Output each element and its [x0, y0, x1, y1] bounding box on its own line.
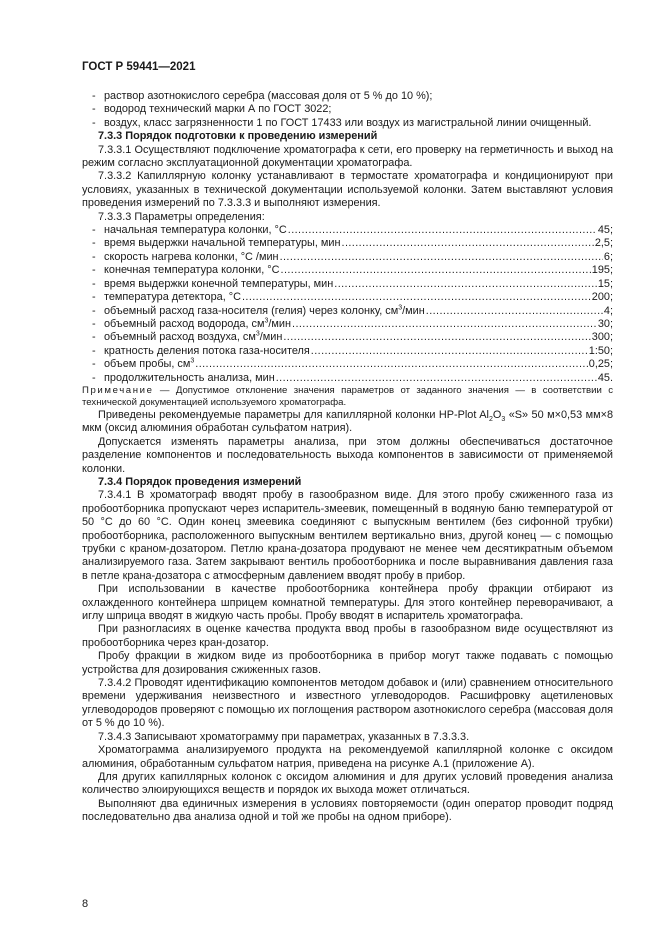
parameter-label: скорость нагрева колонки, °С /мин — [104, 250, 279, 263]
dot-leader — [281, 264, 591, 277]
column-paragraph: Приведены рекомендуемые параметры для капиллярной колонки HP-Plot $Al_2O_3$ «S» 50 м×0,53 мм×8 мкм (оксид алюминия обработан сульфатом натрия). — [82, 408, 613, 435]
parameter-row: - продолжительность анализа, мин ..... 45. — [82, 372, 613, 385]
parameter-value: 6; — [603, 250, 613, 263]
parameter-label: начальная температура колонки, °С — [104, 224, 287, 237]
parameter-row: - время выдержки начальной температуры, мин ..... 2,5; — [82, 237, 613, 250]
dot-leader — [334, 278, 597, 291]
document-body — [82, 90, 613, 825]
paragraph: Для других капиллярных колонок с оксидом алюминия и для других условий проведения анализа количество элюирующихся веществ и порядок их выхода может отличаться. — [82, 770, 613, 797]
parameter-label: объемный расход водорода, $см^3$/мин — [104, 317, 292, 330]
parameter-value: 15; — [597, 277, 613, 290]
parameter-value: 45. — [597, 371, 613, 384]
parameter-label: кратность деления потока газа-носителя — [104, 344, 310, 357]
parameter-value: 1:50; — [588, 344, 613, 357]
document-header: ГОСТ Р 59441—2021 — [82, 61, 196, 73]
parameter-label: время выдержки начальной температуры, мин — [104, 237, 341, 250]
paragraph: 7.3.4.2 Проводят идентификацию компонентов методом добавок и (или) сравнением относительного времени удерживания неизвестного и известного углеводородов. Расшифровку ацетиленовых углеводородов проверяют с помощью их поглощения раствором азотнокислого серебра (массовая доля от 5 % до 10 %). — [82, 677, 613, 730]
parameter-row: - объем пробы, $см^3$ ..... 0,25; — [82, 358, 613, 371]
dot-leader — [280, 251, 603, 264]
page-number: 8 — [82, 898, 89, 910]
list-item: - водород технический марки А по ГОСТ 3022; — [92, 103, 332, 116]
paragraph: Выполняют два единичных измерения в условиях повторяемости (один оператор проводит подряд последовательно два анализа одной и той же пробы на одном приборе). — [82, 797, 613, 824]
dot-leader — [292, 318, 597, 331]
parameter-row: - объемный расход водорода, $см^3$/мин ..... 30; — [82, 318, 613, 331]
note-text: — Допустимое отклонение значения параметров от заданного значения — в соответствии с технической документацией используемого хроматографа. — [82, 384, 613, 408]
parameter-row: - объемный расход газа-носителя (гелия) через колонку, $см^3$/мин ..... 4; — [82, 305, 613, 318]
parameter-value: 45; — [597, 224, 613, 237]
section-title-7-3-4: 7.3.4 Порядок проведения измерений — [98, 475, 302, 488]
parameter-value: 200; — [591, 291, 613, 304]
list-item: - воздух, класс загрязненности 1 по ГОСТ 17433 или воздух из магистральной линии очищенный. — [92, 116, 592, 129]
parameter-row: - начальная температура колонки, °С ..... 45; — [82, 224, 613, 237]
parameter-label: температура детектора, °С — [104, 291, 241, 304]
parameter-list — [82, 224, 613, 385]
dot-leader — [276, 372, 597, 385]
parameter-row: - температура детектора, °С ..... 200; — [82, 291, 613, 304]
dot-leader — [426, 305, 603, 318]
parameter-value: 0,25; — [588, 358, 613, 371]
parameter-value: 2,5; — [594, 237, 613, 250]
dot-leader — [288, 224, 597, 237]
dot-leader — [342, 237, 594, 250]
paragraph: При разногласиях в оценке качества продукта ввод пробы в газообразном виде осуществляют из пробоотборника через кран-дозатор. — [82, 623, 613, 649]
parameter-label: объем пробы, $см^3$ — [104, 357, 195, 371]
paragraph-7-3-3-2: 7.3.3.2 Капиллярную колонку устанавливают в термостате хроматографа и кондиционируют при условиях, указанных в технической документации используемой колонки. Затем выставляют условия проведения измерений по 7.3.3.3 и выполняют измерения. — [82, 170, 613, 210]
parameter-label: конечная температура колонки, °С — [104, 264, 280, 277]
paragraph-7-3-3-3: 7.3.3.3 Параметры определения: — [98, 210, 265, 223]
dot-leader — [283, 331, 590, 344]
list-item: - раствор азотнокислого серебра (массовая доля от 5 % до 10 %); — [92, 90, 433, 102]
parameter-value: 300; — [591, 331, 613, 344]
dot-leader — [311, 345, 588, 358]
parameter-row: - время выдержки конечной температуры, мин ..... 15; — [82, 278, 613, 291]
paragraph: При использовании в качестве пробоотборника контейнера пробу фракции отбирают из охлажденного контейнера шприцем комнатной температуры. Для этого контейнер переворачивают, а иглу шприца вводят в жидкую часть пробы. Пробу вводят в испаритель хроматографа. — [82, 583, 613, 623]
dot-leader — [195, 358, 587, 371]
parameter-value: 4; — [603, 304, 613, 317]
parameter-row: - конечная температура колонки, °С ..... 195; — [82, 264, 613, 277]
note-label: Примечание — [82, 384, 154, 396]
parameter-value: 30; — [597, 317, 613, 330]
section-7-3-4-body — [82, 489, 613, 824]
section-title-7-3-3: 7.3.3 Порядок подготовки к проведению измерений — [98, 130, 378, 143]
parameter-label: объемный расход воздуха, $см^3$/мин — [104, 330, 283, 344]
parameter-value: 195; — [591, 264, 613, 277]
parameter-row: - кратность деления потока газа-носителя ..... 1:50; — [82, 345, 613, 358]
paragraph: 7.3.4.3 Записывают хроматограмму при параметрах, указанных в 7.3.3.3. — [98, 730, 470, 743]
parameter-label: время выдержки конечной температуры, мин — [104, 277, 334, 290]
parameter-label: объемный расход газа-носителя (гелия) через колонку, $см^3$/мин — [104, 303, 425, 317]
paragraph: Пробу фракции в жидком виде из пробоотборника в прибор могут также подавать с помощью устройства для дозирования сжиженных газов. — [82, 650, 613, 676]
paragraph-7-3-3-1: 7.3.3.1 Осуществляют подключение хроматографа к сети, его проверку на герметичность и выход на режим согласно эксплуатационной документации хроматографа. — [82, 143, 613, 170]
note — [82, 385, 613, 409]
paragraph: Хроматограмма анализируемого продукта на рекомендуемой капиллярной колонке с оксидом алюминия, обработанным сульфатом натрия, приведена на рисунке А.1 (приложение А). — [82, 744, 613, 770]
parameter-label: продолжительность анализа, мин — [104, 371, 275, 384]
paragraph: 7.3.4.1 В хроматограф вводят пробу в газообразном виде. Для этого пробу сжиженного газа из пробоотборника пропускают через испаритель-змеевик, помещенный в водяную баню температурой от 50 °С до 60 °С. Один конец змеевика соединяют с выпускным вентилем (без сифонной трубки) пробоотборника, расположенного выпускным вентилем вертикально вниз, другой конец — с помощью трубки с краном-дозатором. Петлю крана-дозатора продувают не менее чем десятикратным объемом анализируемого газа. Затем закрывают вентиль пробоотборника и после выравнивания давления газа в петле крана-дозатора с атмосферным давлением вводят пробу в прибор. — [82, 489, 613, 582]
dot-leader — [242, 291, 591, 304]
parameter-row: - объемный расход воздуха, $см^3$/мин ..... 300; — [82, 331, 613, 344]
parameter-row: - скорость нагрева колонки, °С /мин ..... 6; — [82, 251, 613, 264]
allow-paragraph: Допускается изменять параметры анализа, при этом должны обеспечиваться достаточное разделение компонентов и последовательность выхода компонентов в зависимости от применяемой колонки. — [82, 435, 613, 475]
